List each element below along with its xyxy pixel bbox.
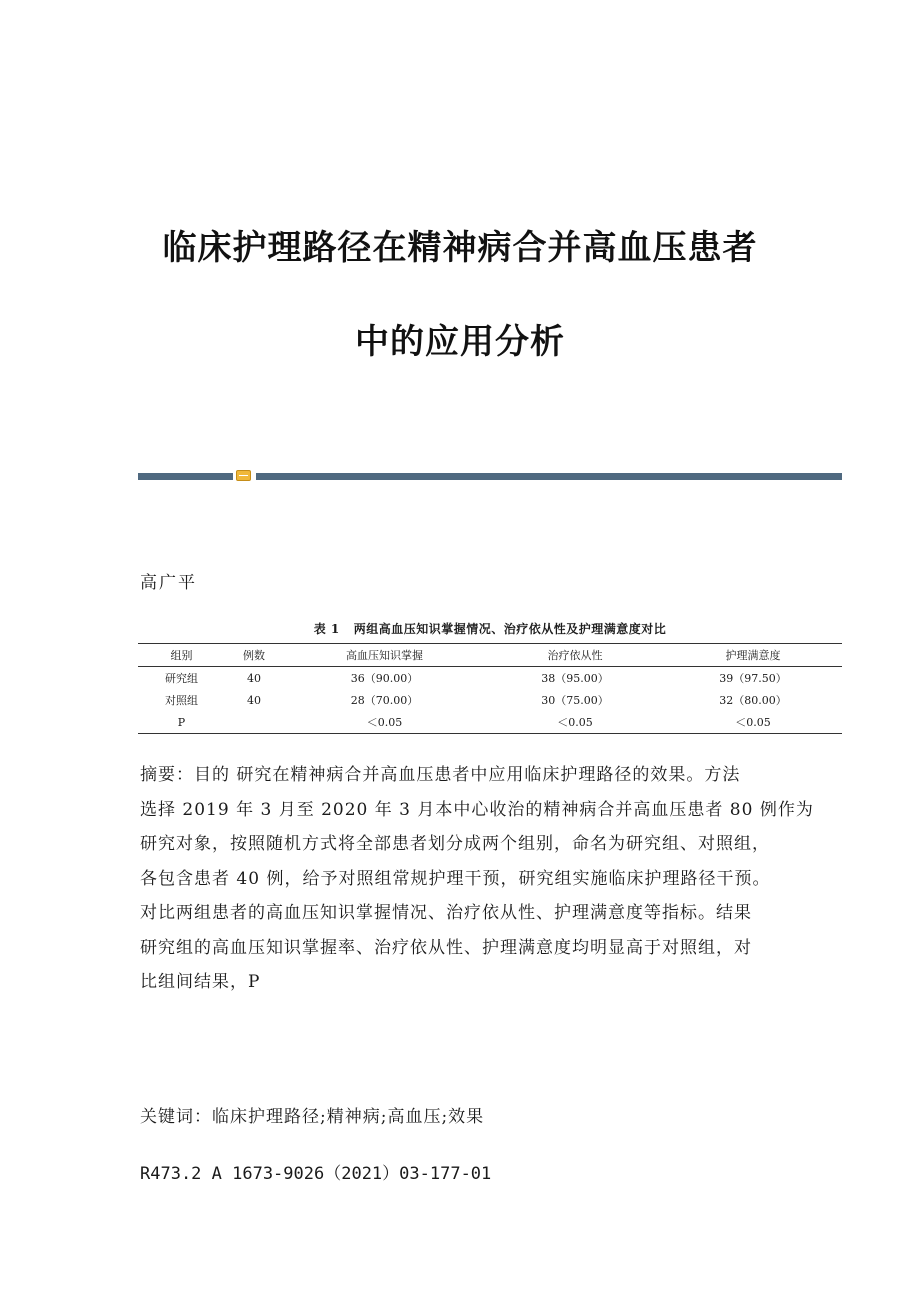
table-1 xyxy=(138,620,842,734)
abstract-line: 研究组的高血压知识掌握率、治疗依从性、护理满意度均明显高于对照组，对 xyxy=(140,937,752,958)
author-name: 高广平 xyxy=(140,573,197,593)
table-cell xyxy=(225,711,283,734)
abstract-line: 摘要：目的 研究在精神病合并高血压患者中应用临床护理路径的效果。方法 xyxy=(140,765,741,785)
header-cases: 例数 xyxy=(225,644,283,667)
table-cell: ＜0.05 xyxy=(486,711,664,734)
table-caption-text: 两组高血压知识掌握情况、治疗依从性及护理满意度对比 xyxy=(353,622,667,636)
table-caption-number: 表 1 xyxy=(313,622,340,636)
table-cell: ＜0.05 xyxy=(283,711,486,734)
abstract-line: 比组间结果，P xyxy=(140,972,261,992)
title-divider xyxy=(138,470,842,482)
table-cell: ＜0.05 xyxy=(664,711,842,734)
table-row xyxy=(138,667,842,690)
table-caption xyxy=(138,620,842,637)
divider-bar-right xyxy=(256,473,842,480)
table-cell: 40 xyxy=(247,693,261,707)
table-cell: 对照组 xyxy=(165,694,198,707)
table-cell: 32（80.00） xyxy=(719,694,787,707)
table-cell: 研究组 xyxy=(165,672,198,685)
divider-ornament-icon xyxy=(236,470,251,481)
header-group: 组别 xyxy=(138,644,225,667)
table-cell: 39（97.50） xyxy=(719,672,787,685)
header-compliance: 治疗依从性 xyxy=(486,644,664,667)
paper-title-line-2: 中的应用分析 xyxy=(355,322,565,362)
table-cell: 36（90.00） xyxy=(350,672,419,685)
table-row xyxy=(138,711,842,734)
abstract xyxy=(140,758,814,1000)
abstract-line: 各包含患者 40 例，给予对照组常规护理干预，研究组实施临床护理路径干预。 xyxy=(140,868,771,889)
comparison-table xyxy=(138,643,842,734)
header-satisfaction: 护理满意度 xyxy=(664,644,842,667)
keywords: 关键词：临床护理路径;精神病;高血压;效果 xyxy=(140,1107,485,1127)
abstract-line: 对比两组患者的高血压知识掌握情况、治疗依从性、护理满意度等指标。结果 xyxy=(140,903,752,923)
table-row xyxy=(138,689,842,711)
classification-code: R473.2 A 1673-9026（2021）03-177-01 xyxy=(140,1164,492,1184)
table-cell: 28（70.00） xyxy=(350,694,419,707)
table-cell: 40 xyxy=(247,671,261,685)
table-header-row xyxy=(138,644,842,667)
paper-title-line-1: 临床护理路径在精神病合并高血压患者 xyxy=(162,228,758,268)
divider-bar-left xyxy=(138,473,233,480)
abstract-line: 选择 2019 年 3 月至 2020 年 3 月本中心收治的精神病合并高血压患者 80 例作为 xyxy=(140,799,814,820)
table-cell: P xyxy=(138,711,225,734)
table-cell: 38（95.00） xyxy=(541,672,609,685)
header-knowledge: 高血压知识掌握 xyxy=(283,644,486,667)
table-cell: 30（75.00） xyxy=(541,694,609,707)
abstract-line: 研究对象，按照随机方式将全部患者划分成两个组别，命名为研究组、对照组， xyxy=(140,834,770,854)
